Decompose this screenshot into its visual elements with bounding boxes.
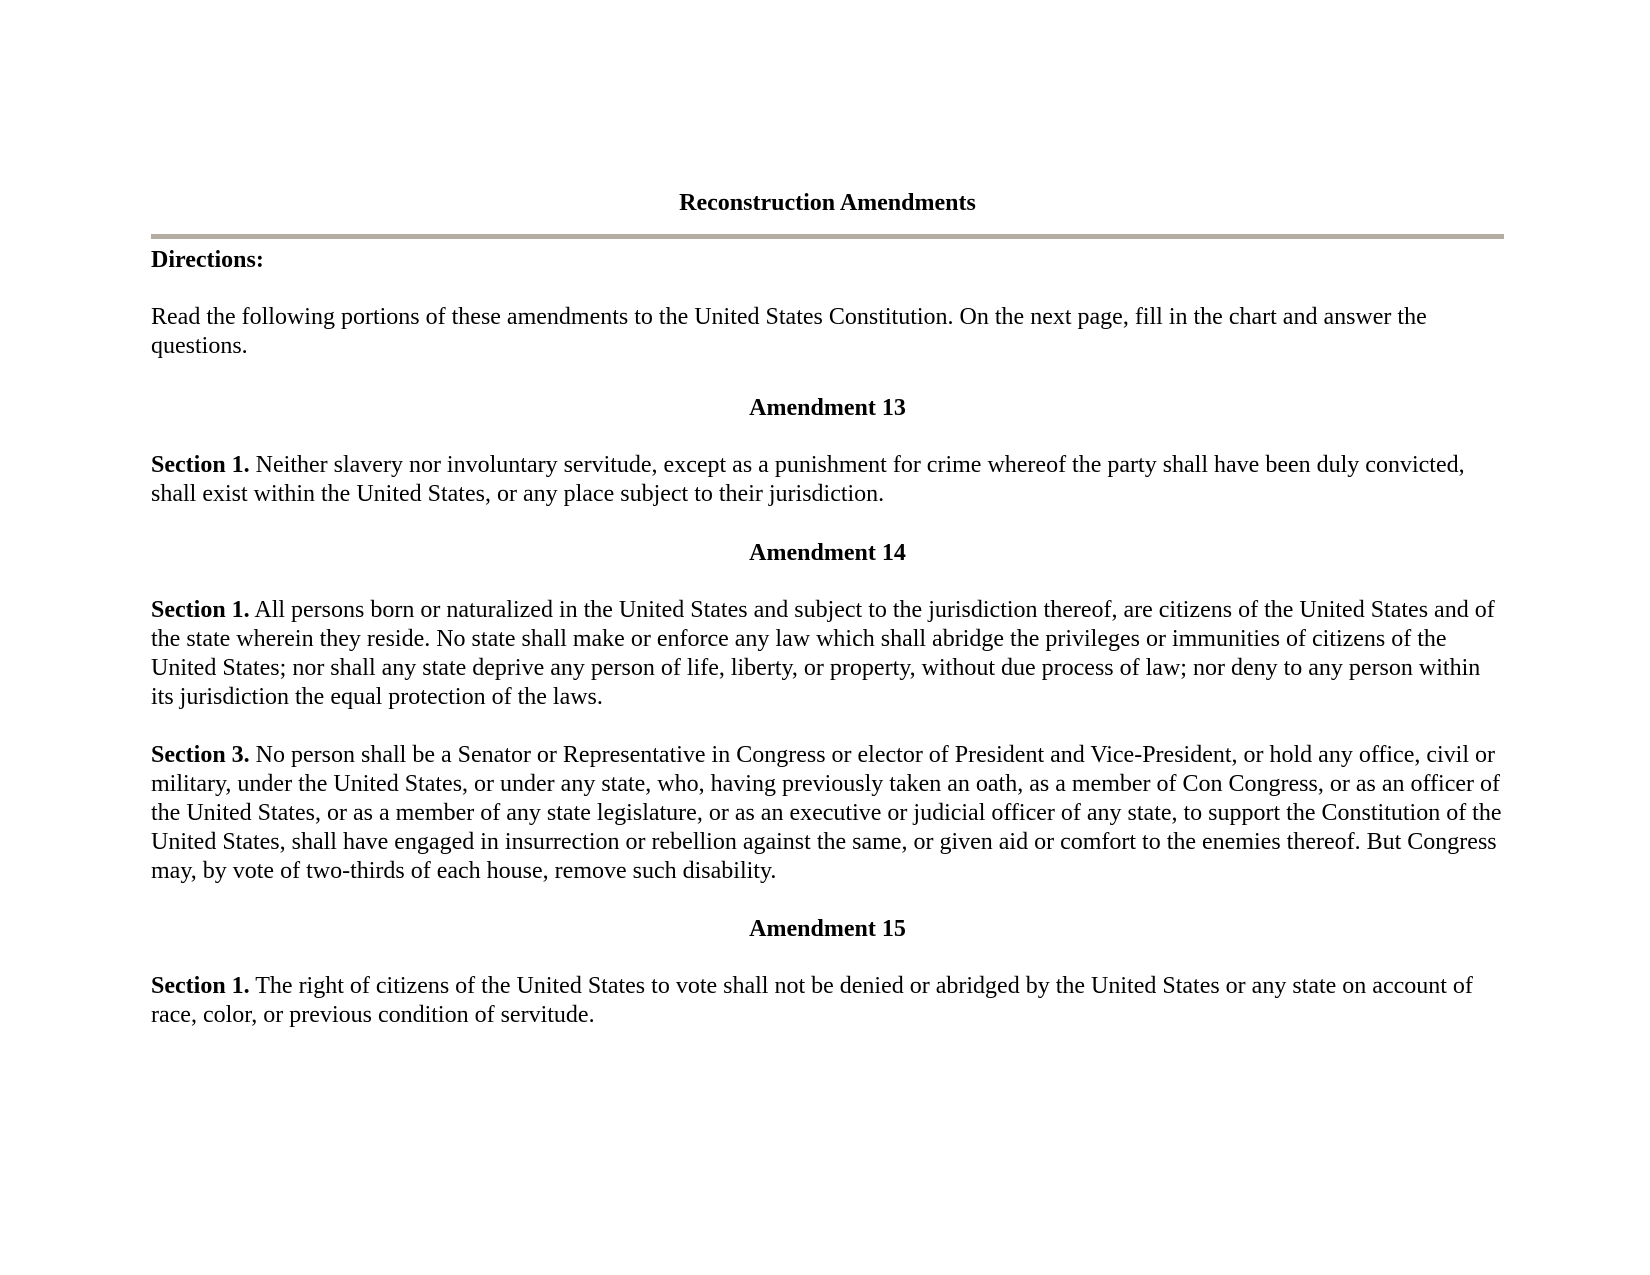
section-label: Section 1. [151,452,250,478]
amendment-14-heading: Amendment 14 [749,540,906,566]
section-label: Section 3. [151,742,250,768]
directions-text: Read the following portions of these amendments to the United States Constitution. On the next page, fill in the chart and answer the questions. [151,304,1427,359]
title-divider [151,234,1504,239]
directions-heading: Directions: [151,247,264,273]
section-text: All persons born or naturalized in the United States and subject to the jurisdiction thereof, are citizens of the United States and of the state wherein they reside. No state shall make or enforce any law which shall abridge the privileges or immunities of citizens of the United States; nor shall any state deprive any person of life, liberty, or property, without due process of law; nor deny to any person within its jurisdiction the equal protection of the laws. [151,597,1495,710]
amendment-13-section-1 [151,451,1504,509]
amendment-14-section-3 [151,741,1504,886]
section-label: Section 1. [151,597,250,623]
amendment-15-heading: Amendment 15 [749,916,906,942]
section-text: Neither slavery nor involuntary servitude, except as a punishment for crime whereof the party shall have been duly convicted, shall exist within the United States, or any place subject to their jurisdiction. [151,452,1465,507]
section-text: No person shall be a Senator or Representative in Congress or elector of President and Vice-President, or hold any office, civil or military, under the United States, or under any state, who, having previously taken an oath, as a member of Con Congress, or as an officer of the United States, or as a member of any state legislature, or as an executive or judicial officer of any state, to support the Constitution of the United States, shall have engaged in insurrection or rebellion against the same, or given aid or comfort to the enemies thereof. But Congress may, by vote of two-thirds of each house, remove such disability. [151,742,1502,884]
amendment-13-heading: Amendment 13 [749,395,906,421]
section-text: The right of citizens of the United States to vote shall not be denied or abridged by the United States or any state on account of race, color, or previous condition of servitude. [151,973,1473,1028]
amendment-15-section-1 [151,972,1504,1030]
amendment-14-section-1 [151,596,1504,712]
document-title: Reconstruction Amendments [679,190,976,216]
section-label: Section 1. [151,973,250,999]
